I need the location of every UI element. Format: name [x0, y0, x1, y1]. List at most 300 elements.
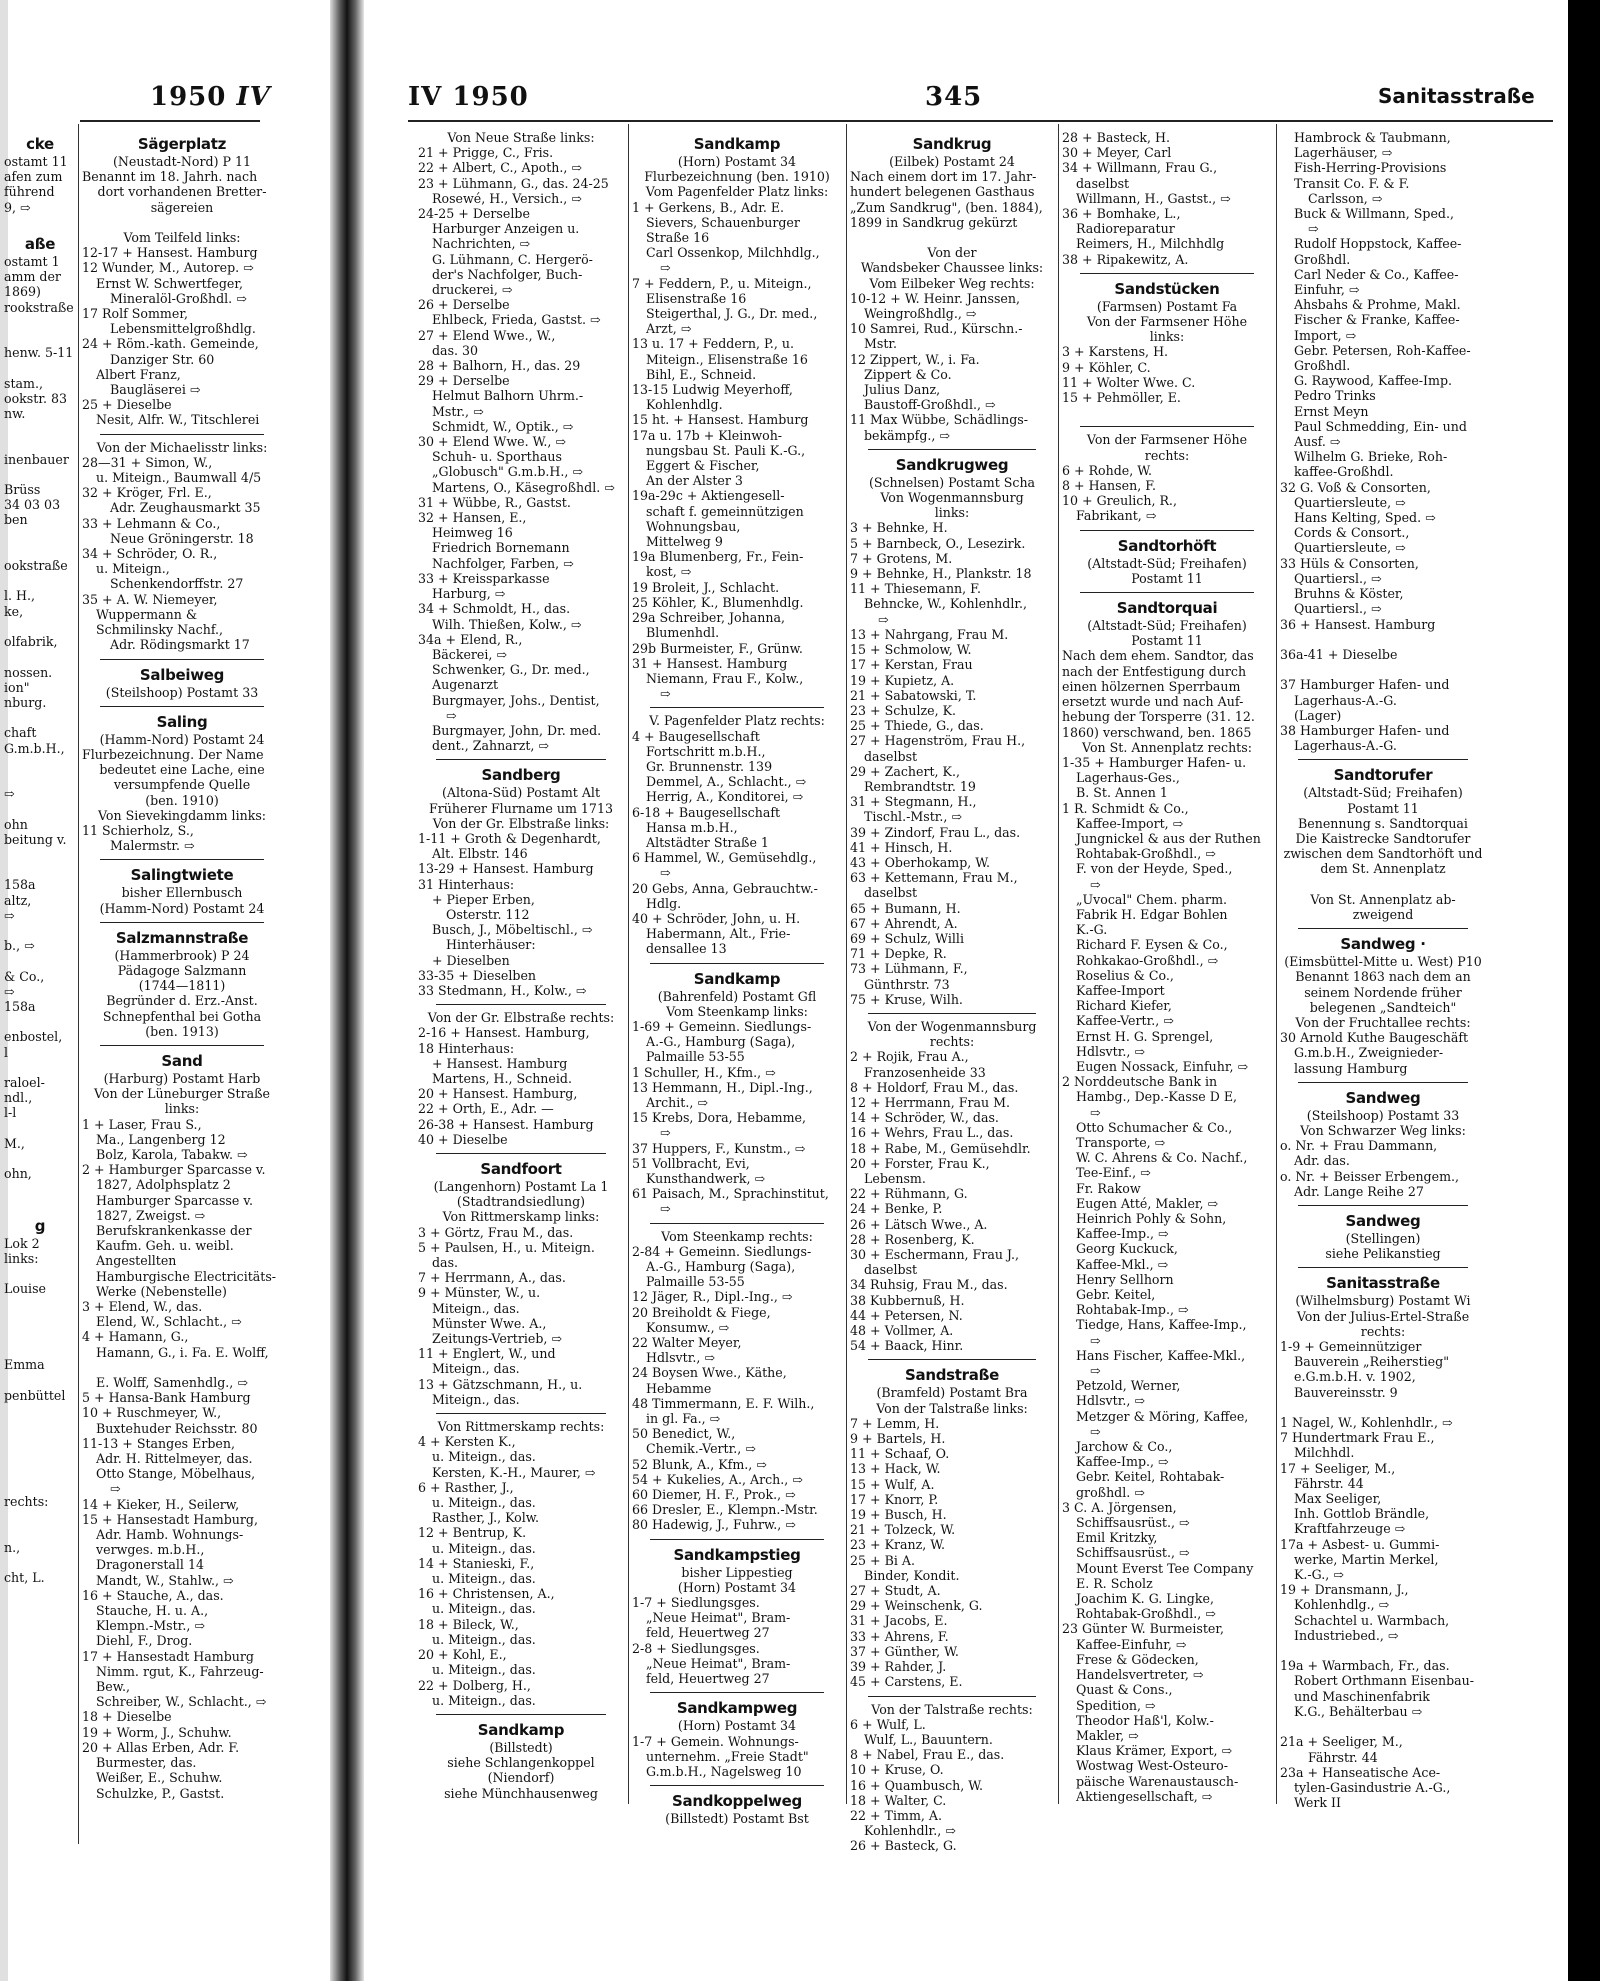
directory-line: 17 Rolf Sommer,: [82, 306, 188, 322]
directory-line: [4, 953, 76, 968]
directory-line: Cords & Consort.,: [1294, 525, 1410, 541]
directory-line: rookstraße: [4, 299, 74, 315]
directory-line: Schwenker, G., Dr. med.,: [432, 662, 590, 678]
street-heading: Sandtorhöft: [1117, 536, 1217, 555]
directory-line: nburg.: [4, 694, 47, 710]
directory-line: (Horn) Postamt 34: [677, 1579, 797, 1595]
directory-line: Früherer Flurname um 1713: [429, 800, 613, 816]
directory-line: Rohtabak-Imp., ⇨: [1076, 1302, 1189, 1318]
directory-line: 34 03 03: [4, 497, 61, 513]
directory-line: Demmel, A., Schlacht., ⇨: [646, 774, 807, 790]
directory-line: (1744—1811): [138, 978, 226, 994]
directory-line: u. Miteign., das.: [432, 1495, 536, 1511]
directory-line: 7 + Lemm, H.: [850, 1415, 940, 1431]
section-rule: [868, 1696, 1036, 1697]
directory-line: ⇨: [4, 983, 15, 999]
directory-line: Von der Fruchtallee rechts:: [1295, 1014, 1471, 1030]
directory-line: [4, 1014, 76, 1029]
directory-line: 6 + Rasther, J.,: [418, 1479, 514, 1495]
directory-line: Von der Julius-Ertel-Straße: [1296, 1308, 1470, 1324]
directory-line: G.m.b.H., Zweignieder-: [1294, 1045, 1444, 1061]
directory-line: 158a: [4, 877, 36, 893]
directory-line: Von Schwarzer Weg links:: [1300, 1122, 1466, 1138]
directory-line: Von der Gr. Elbstraße rechts:: [427, 1010, 615, 1026]
directory-line: 11 + Schaaf, O.: [850, 1446, 950, 1462]
directory-line: K.G., Behälterbau ⇨: [1294, 1703, 1423, 1719]
directory-line: Schiffsausrüst., ⇨: [1076, 1545, 1190, 1561]
directory-line: Mittelweg 9: [646, 534, 723, 550]
street-heading: Sandstraße: [905, 1366, 999, 1385]
street-heading: Sandfoort: [480, 1160, 562, 1178]
directory-line: Hamburgische Electricitäts-: [96, 1268, 277, 1284]
directory-line: 15 + Schmolow, W.: [850, 642, 972, 658]
directory-line: 13 + Nahrgang, Frau M.: [850, 626, 1009, 642]
directory-line: Miteign., Elisenstraße 16: [646, 351, 808, 367]
directory-line: 17a u. 17b + Kleinwoh-: [632, 427, 783, 443]
directory-line: links:: [164, 1101, 200, 1117]
column-5: [1062, 130, 1272, 1804]
directory-line: Ernst W. Schwertfeger,: [96, 275, 243, 291]
directory-line: [4, 1342, 76, 1357]
directory-line: 34 Ruhsig, Frau M., das.: [850, 1277, 1008, 1293]
directory-line: 158a: [4, 998, 36, 1014]
directory-line: Werke (Nebenstelle): [96, 1283, 227, 1299]
directory-line: 31 Hinterhaus:: [418, 876, 515, 892]
directory-line: Emil Kritzky,: [1076, 1530, 1158, 1546]
directory-line: Hdlg.: [646, 895, 682, 911]
directory-line: seinem Nordende früher: [1304, 984, 1462, 1000]
directory-line: Adr. Hamb. Wohnungs-: [96, 1527, 244, 1543]
directory-line: Richard F. Eysen & Co.,: [1076, 937, 1228, 953]
directory-line: ⇨: [660, 260, 671, 276]
directory-line: [4, 847, 76, 862]
directory-line: Kaffee-Mkl., ⇨: [1076, 1256, 1169, 1272]
directory-line: 7 Hundertmark Frau E.,: [1280, 1430, 1435, 1446]
directory-line: 32 + Kröger, Frl. E.,: [82, 485, 212, 501]
directory-line: 3 + Elend, W., das.: [82, 1299, 203, 1314]
directory-line: Mandt, W., Stahlw., ⇨: [96, 1572, 234, 1588]
directory-line: 2-84 + Gemeinn. Siedlungs-: [632, 1243, 812, 1259]
directory-line: Begründer d. Erz.-Anst.: [106, 993, 258, 1009]
directory-line: Nachrichten, ⇨: [432, 236, 531, 252]
directory-line: 20 Breiholdt & Fiege,: [632, 1304, 771, 1320]
section-rule: [436, 1413, 606, 1414]
directory-line: in gl. Fa., ⇨: [646, 1411, 721, 1427]
directory-line: Spedition, ⇨: [1076, 1697, 1156, 1713]
directory-line: [4, 1464, 76, 1479]
directory-line: „Globusch" G.m.b.H., ⇨: [432, 464, 583, 480]
directory-line: 26-38 + Hansest. Hamburg: [418, 1116, 594, 1132]
directory-line: Schenkendorffstr. 27: [110, 576, 244, 592]
street-heading: Salbeiweg: [139, 665, 225, 684]
directory-line: 1-7 + Siedlungsges.: [632, 1595, 760, 1611]
directory-line: 1 Nagel, W., Kohlenhdlr., ⇨: [1280, 1415, 1453, 1431]
directory-line: 28—31 + Simon, W.,: [82, 454, 213, 470]
directory-line: 8 + Hansen, F.: [1062, 478, 1156, 494]
directory-line: 21 + Prigge, C., Fris.: [418, 145, 554, 161]
directory-line: [4, 1433, 76, 1448]
street-heading: Sandkrugweg: [895, 455, 1009, 474]
directory-line: dent., Zahnarzt, ⇨: [432, 738, 549, 754]
directory-line: 18 + Rabe, M., Gemüsehdlr.: [850, 1140, 1031, 1156]
directory-line: 12 Wunder, M., Autorep. ⇨: [82, 260, 254, 276]
directory-line: Quartiersl., ⇨: [1294, 601, 1382, 617]
directory-line: ohn: [4, 816, 28, 832]
directory-line: Bruhns & Köster,: [1294, 586, 1404, 602]
directory-line: Richard Kiefer,: [1076, 998, 1172, 1014]
directory-line: 44 + Petersen, N.: [850, 1307, 963, 1323]
directory-line: Klaus Krämer, Export, ⇨: [1076, 1743, 1233, 1759]
directory-line: 29 + Derselbe: [418, 373, 510, 389]
directory-line: 9 + Münster, W., u.: [418, 1285, 541, 1301]
directory-line: Schmidt, W., Optik., ⇨: [432, 418, 574, 434]
directory-line: rechts:: [929, 1034, 975, 1050]
directory-line: 26 + Derselbe: [418, 297, 510, 313]
directory-line: Rohkakao-Großhdl., ⇨: [1076, 952, 1219, 968]
directory-line: A.-G., Hamburg (Saga),: [646, 1034, 796, 1050]
directory-line: amm der: [4, 269, 61, 285]
directory-line: 30 + Elend Wwe. W., ⇨: [418, 434, 566, 450]
directory-line: Fortschritt m.b.H.,: [646, 743, 766, 759]
section-rule: [100, 922, 264, 923]
directory-line: 10 Samrei, Rud., Kürschn.-: [850, 321, 1023, 337]
directory-line: ion": [4, 679, 30, 695]
directory-line: 13 Hemmann, H., Dipl.-Ing.,: [632, 1079, 813, 1095]
directory-line: 41 + Hinsch, H.: [850, 839, 953, 855]
directory-line: [4, 649, 76, 664]
directory-line: enbostel,: [4, 1029, 63, 1045]
directory-line: u. Miteign.,: [96, 561, 170, 577]
directory-line: führend: [4, 184, 55, 200]
directory-line: päische Warenaustausch-: [1076, 1773, 1239, 1789]
directory-line: 37 Huppers, F., Kunstm., ⇨: [632, 1140, 806, 1156]
directory-line: 31 + Wübbe, R., Gastst.: [418, 494, 571, 510]
directory-line: Schiffsausrüst., ⇨: [1076, 1515, 1190, 1531]
directory-line: 20 + Forster, Frau K.,: [850, 1155, 990, 1171]
directory-line: 1-9 + Gemeinnütziger: [1280, 1339, 1422, 1355]
directory-line: 3 + Karstens, H.: [1062, 344, 1169, 360]
directory-line: u. Miteign., das.: [432, 1449, 536, 1465]
directory-line: „Uvocal" Chem. pharm.: [1076, 891, 1228, 907]
directory-line: 2 + Rojik, Frau A.,: [850, 1049, 969, 1065]
directory-line: Eugen Atté, Makler, ⇨: [1076, 1195, 1219, 1211]
section-rule: [1080, 592, 1254, 593]
directory-line: [4, 1266, 76, 1281]
directory-line: Postamt 11: [1347, 800, 1419, 816]
directory-line: Fischer & Franke, Kaffee-: [1294, 312, 1460, 328]
directory-line: Willmann, H., Gastst., ⇨: [1076, 190, 1231, 206]
directory-line: [4, 1509, 76, 1524]
directory-line: u. Miteign., das.: [432, 1571, 536, 1587]
directory-line: „Zum Sandkrug", (ben. 1884),: [850, 199, 1043, 215]
directory-line: ⇨: [660, 865, 671, 881]
column-divider: [628, 124, 629, 1804]
directory-line: 38 + Ripakewitz, A.: [1062, 251, 1189, 267]
directory-line: das. 30: [432, 342, 479, 358]
directory-line: 10-12 + W. Heinr. Janssen,: [850, 290, 1020, 306]
directory-line: Pedro Trinks: [1294, 388, 1376, 404]
directory-line: [4, 573, 76, 588]
directory-line: Hans Kelting, Sped. ⇨: [1294, 510, 1436, 526]
directory-line: 21 + Tolzeck, W.: [850, 1522, 956, 1538]
directory-line: 24 + Benke, P.: [850, 1201, 943, 1217]
directory-line: ⇨: [1308, 221, 1319, 237]
directory-line: 22 + Albert, C., Apoth., ⇨: [418, 160, 582, 176]
directory-line: 28 + Rosenberg, K.: [850, 1231, 975, 1247]
directory-line: Nach dem ehem. Sandtor, das: [1062, 648, 1254, 664]
directory-line: 19 + Dransmann, J.,: [1280, 1582, 1409, 1598]
directory-line: 26 + Basteck, G.: [850, 1838, 957, 1854]
directory-line: Hambrock & Taubmann,: [1294, 130, 1451, 145]
directory-line: (Stadtrandsiedlung): [456, 1194, 586, 1210]
directory-line: Fabrikant, ⇨: [1076, 508, 1157, 524]
directory-line: 36a-41 + Dieselbe: [1280, 646, 1398, 662]
directory-line: (Niendorf): [487, 1770, 555, 1786]
directory-line: Ehlbeck, Frieda, Gastst. ⇨: [432, 312, 601, 328]
directory-line: Buxtehuder Reichsstr. 80: [96, 1420, 258, 1436]
directory-line: Wulf, L., Bauuntern.: [864, 1731, 993, 1747]
directory-line: 1-69 + Gemeinn. Siedlungs-: [632, 1018, 812, 1034]
directory-line: Von St. Annenplatz ab-: [1310, 891, 1456, 907]
section-rule: [436, 759, 606, 760]
directory-line: Hdlsvtr., ⇨: [1076, 1393, 1145, 1409]
directory-line: V. Pagenfelder Platz rechts:: [649, 713, 825, 729]
directory-line: 1 + Laser, Frau S.,: [82, 1116, 202, 1132]
directory-line: 54 + Kukelies, A., Arch., ⇨: [632, 1471, 803, 1487]
directory-line: Von der: [927, 245, 977, 261]
directory-line: Hdlsvtr., ⇨: [646, 1350, 715, 1366]
section-rule: [100, 434, 264, 435]
directory-line: [1280, 877, 1486, 892]
directory-line: Tiedge, Hans, Kaffee-Imp.,: [1076, 1317, 1247, 1333]
directory-line: Großhdl.: [1294, 358, 1351, 374]
column-2: [418, 130, 624, 1801]
directory-line: 24 + Röm.-kath. Gemeinde,: [82, 336, 259, 352]
directory-line: 61 Paisach, M., Sprachinstitut,: [632, 1186, 829, 1202]
directory-line: einen hölzernen Sperrbaum: [1062, 678, 1241, 694]
directory-line: (Billstedt) Postamt Bst: [665, 1811, 809, 1827]
directory-line: 4 + Kersten K.,: [418, 1434, 516, 1450]
directory-line: Dragonerstall 14: [96, 1557, 204, 1573]
street-heading: Sandkamp: [693, 135, 781, 153]
directory-line: kaffee-Großhdl.: [1294, 464, 1394, 480]
directory-line: B. St. Annen 1: [1076, 785, 1168, 801]
street-heading: Sand: [161, 1051, 203, 1070]
directory-line: Makler, ⇨: [1076, 1727, 1139, 1743]
directory-line: (Eilbek) Postamt 24: [889, 154, 1015, 169]
directory-line: Chemik.-Vertr., ⇨: [646, 1441, 756, 1457]
directory-line: Otto Stange, Möbelhaus,: [96, 1466, 256, 1482]
directory-line: daselbst: [864, 1262, 918, 1278]
directory-line: tylen-Gasindustrie A.-G.,: [1294, 1779, 1451, 1795]
directory-line: Mineralöl-Großhdl. ⇨: [110, 290, 247, 306]
section-rule: [1080, 530, 1254, 531]
directory-line: l. H.,: [4, 588, 36, 604]
directory-line: 13 + Hack, W.: [850, 1461, 941, 1477]
directory-line: beitung v.: [4, 831, 67, 847]
directory-line: 22 + Rühmann, G.: [850, 1186, 968, 1202]
directory-line: 39 + Zindorf, Frau L., das.: [850, 824, 1021, 840]
directory-line: [1280, 1400, 1486, 1415]
directory-line: (Farmsen) Postamt Fa: [1096, 298, 1238, 314]
section-rule: [1298, 1082, 1468, 1083]
directory-line: [4, 1297, 76, 1312]
directory-line: rechts:: [1360, 1323, 1406, 1339]
directory-line: 5 + Barnbeck, O., Lesezirk.: [850, 535, 1026, 551]
directory-line: Aktiengesellschaft, ⇨: [1076, 1788, 1213, 1804]
directory-line: (Neustadt-Nord) P 11: [112, 154, 251, 169]
directory-line: [4, 771, 76, 786]
directory-line: o. Nr. + Beisser Erbengem.,: [1280, 1168, 1460, 1184]
directory-line: [4, 1060, 76, 1075]
directory-line: links:: [1149, 329, 1185, 345]
directory-line: 14 + Stanieski, F.,: [418, 1555, 535, 1571]
directory-line: G.m.b.H.,: [4, 740, 65, 756]
section-rule: [1298, 1267, 1468, 1268]
directory-line: hundert belegenen Gasthaus: [850, 184, 1035, 200]
directory-line: Niemann, Frau F., Kolw.,: [646, 670, 804, 686]
directory-line: 28 + Balhorn, H., das. 29: [418, 358, 581, 374]
directory-line: densallee 13: [646, 941, 727, 957]
directory-line: 18 + Bileck, W.,: [418, 1616, 519, 1632]
directory-line: siehe Pelikanstieg: [1325, 1246, 1441, 1262]
directory-line: Adr. Lange Reihe 27: [1294, 1183, 1424, 1199]
directory-line: Von der Talstraße links:: [876, 1400, 1028, 1416]
directory-line: Hambg., Dep.-Kasse D E,: [1076, 1089, 1238, 1105]
directory-line: [4, 710, 76, 725]
street-heading: Salingtwiete: [130, 866, 234, 885]
directory-line: ⇨: [1090, 1423, 1101, 1439]
directory-line: schaft f. gemeinnützigen: [646, 503, 804, 519]
directory-line: Von Wogenmannsburg: [880, 490, 1024, 506]
directory-line: A.-G., Hamburg (Saga),: [646, 1259, 796, 1275]
directory-line: 40 + Dieselbe: [418, 1131, 508, 1147]
street-heading: Sandkrug: [912, 135, 992, 153]
directory-line: Altstädter Straße 1: [646, 834, 769, 850]
directory-line: Postamt 11: [1131, 633, 1203, 649]
directory-line: Fährstr. 44: [1308, 1749, 1378, 1765]
directory-line: Kaffee-Import, ⇨: [1076, 815, 1184, 831]
directory-line: Großhdl.: [1294, 251, 1351, 267]
directory-line: (Harburg) Postamt Harb: [103, 1070, 261, 1086]
directory-line: 21a + Seeliger, M.,: [1280, 1734, 1403, 1750]
directory-line: Münster Wwe. A.,: [432, 1315, 547, 1331]
directory-line: Zeitungs-Vertrieb, ⇨: [432, 1331, 562, 1347]
directory-line: 29b Burmeister, F., Grünw.: [632, 640, 803, 656]
directory-line: 31 + Jacobs, E.: [850, 1613, 948, 1629]
directory-line: 1899 in Sandkrug gekürzt: [850, 214, 1018, 230]
directory-line: Louise: [4, 1281, 46, 1297]
directory-line: Quast & Cons.,: [1076, 1682, 1173, 1698]
column-divider: [1276, 124, 1277, 1804]
directory-line: 1860) verschwand, ben. 1865: [1062, 724, 1252, 740]
directory-line: 2-8 + Siedlungsges.: [632, 1640, 760, 1656]
directory-line: 66 Dresler, E., Klempn.-Mstr.: [632, 1502, 818, 1518]
directory-line: (Altstadt-Süd; Freihafen): [1087, 555, 1247, 571]
left-header-rule: [80, 120, 260, 122]
street-heading: Saling: [156, 712, 208, 731]
directory-line: nungsbau St. Pauli K.-G.,: [646, 442, 806, 458]
directory-line: u. Miteign., das.: [432, 1601, 536, 1617]
street-heading: Sanitasstraße: [1326, 1274, 1440, 1293]
directory-line: Wilhelm G. Brieke, Roh-: [1294, 449, 1448, 465]
directory-line: Danziger Str. 60: [110, 351, 215, 367]
directory-line: [4, 421, 76, 436]
directory-line: Vom Steenkamp links:: [666, 1003, 808, 1019]
directory-line: 8 + Holdorf, Frau M., das.: [850, 1079, 1019, 1095]
directory-line: dem St. Annenplatz: [1320, 861, 1446, 877]
directory-line: Ernst H. G. Sprengel,: [1076, 1028, 1214, 1044]
directory-line: Palmaille 53-55: [646, 1274, 745, 1290]
street-heading: Sandkampweg: [676, 1699, 798, 1718]
street-heading: Sandweg ·: [1340, 935, 1426, 954]
directory-line: altz,: [4, 892, 32, 908]
directory-line: rechts:: [4, 1494, 49, 1510]
right-page-year: IV 1950: [408, 82, 529, 112]
directory-line: ⇨: [1090, 1332, 1101, 1348]
directory-line: Fish-Herring-Provisions: [1294, 160, 1447, 176]
directory-line: 18 + Dieselbe: [82, 1709, 172, 1725]
directory-line: 20 Gebs, Anna, Gebrauchtw.-: [632, 880, 818, 896]
directory-line: feld, Heuertweg 27: [646, 1671, 770, 1687]
directory-line: 23 Günter W. Burmeister,: [1062, 1621, 1225, 1637]
directory-line: (Altstadt-Süd; Freihafen): [1087, 618, 1247, 634]
directory-line: Friedrich Bornemann: [432, 540, 570, 556]
directory-line: 11 Max Wübbe, Schädlings-: [850, 412, 1028, 428]
column-divider: [78, 124, 79, 1844]
directory-line: Rembrandtstr. 19: [864, 778, 976, 794]
directory-line: 22 + Dolberg, H.,: [418, 1677, 531, 1693]
directory-line: G.m.b.H., Nagelsweg 10: [646, 1763, 802, 1779]
directory-line: Quartiersl., ⇨: [1294, 570, 1382, 586]
directory-line: 20 + Kohl, E.,: [418, 1647, 507, 1663]
directory-line: 27 + Hagenström, Frau H.,: [850, 733, 1026, 749]
directory-line: 19a-29c + Aktiengesell-: [632, 488, 785, 504]
directory-line: Von der Michaelisstr links:: [96, 439, 268, 455]
directory-line: [4, 1121, 76, 1136]
directory-line: E. R. Scholz: [1076, 1575, 1153, 1591]
directory-line: + Dieselben: [432, 952, 510, 968]
directory-line: Lagerhaus-A.-G.: [1294, 692, 1397, 708]
directory-line: 11 + Thiesemann, F.: [850, 581, 981, 597]
directory-line: Quartiersleute, ⇨: [1294, 540, 1406, 556]
directory-line: Industriebed., ⇨: [1294, 1627, 1399, 1643]
directory-line: o. Nr. + Frau Dammann,: [1280, 1138, 1438, 1154]
directory-line: bedeutet eine Lache, eine: [99, 762, 265, 778]
directory-line: Import, ⇨: [1294, 327, 1357, 343]
directory-line: [4, 467, 76, 482]
directory-line: 1 Schuller, H., Kfm., ⇨: [632, 1064, 776, 1080]
directory-line: 2 + Hamburger Sparcasse v.: [82, 1162, 266, 1178]
directory-line: Ahsbahs & Prohme, Makl.: [1294, 297, 1461, 313]
directory-line: „Neue Heimat", Bram-: [646, 1655, 791, 1671]
directory-line: Quartiersleute, ⇨: [1294, 494, 1406, 510]
directory-line: 17 + Seeliger, M.,: [1280, 1460, 1396, 1476]
directory-line: [4, 543, 76, 558]
directory-line: (Hamm-Nord) Postamt 24: [99, 900, 265, 916]
directory-line: Weißer, E., Schuhw.: [96, 1770, 223, 1786]
directory-line: Neue Gröningerstr. 18: [110, 530, 254, 546]
directory-line: 34 + Willmann, Frau G.,: [1062, 160, 1218, 176]
street-heading: Salzmannstraße: [115, 928, 249, 947]
directory-line: 38 Hamburger Hafen- und: [1280, 722, 1450, 738]
directory-line: Sievers, Schauenburger: [646, 214, 800, 230]
directory-line: Stauche, H. u. A.,: [96, 1603, 209, 1619]
directory-line: ndl.,: [4, 1090, 33, 1106]
directory-line: Kaffee-Vertr., ⇨: [1076, 1013, 1174, 1029]
directory-line: 11 + Wolter Wwe. C.: [1062, 374, 1196, 390]
directory-line: 73 + Lühmann, F.,: [850, 961, 968, 977]
